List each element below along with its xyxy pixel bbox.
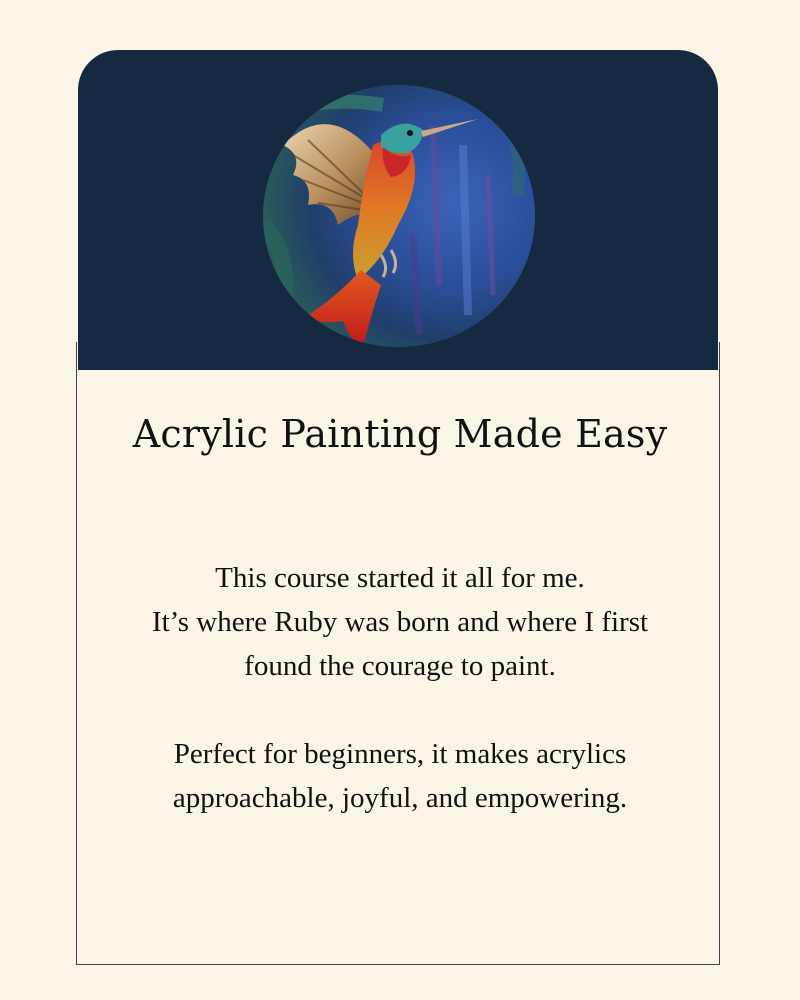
description-line: This course started it all for me. [215, 562, 585, 594]
description-line: found the courage to paint. [244, 650, 556, 682]
course-title: Acrylic Painting Made Easy [132, 412, 668, 456]
description-line: Perfect for beginners, it makes acrylics [173, 738, 627, 770]
description-line: It’s where Ruby was born and where I first [151, 606, 649, 638]
description-line: approachable, joyful, and empowering. [172, 782, 628, 814]
hummingbird-painting-icon [263, 85, 535, 347]
course-description [100, 556, 700, 820]
